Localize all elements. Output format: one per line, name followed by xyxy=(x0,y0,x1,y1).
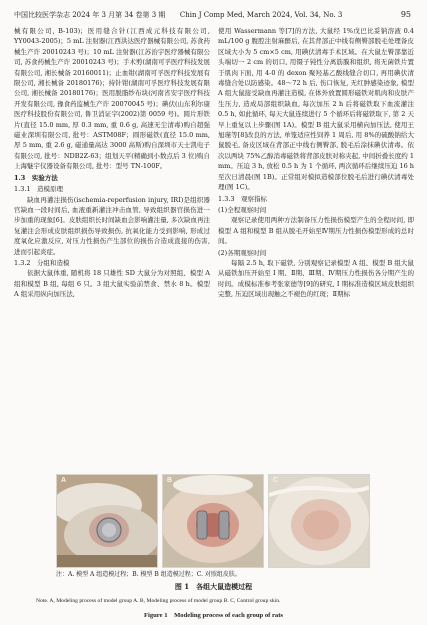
figure-panel-c xyxy=(268,474,370,568)
figure-note-cn: 注：A. 模型 A 组造模过程；B. 模型 B 组造模过程；C. 对照组皮肤。 xyxy=(56,571,241,578)
figure-caption-en: Figure 1 Modeling process of each group of rats xyxy=(143,612,283,619)
subheading-stage-time: (2)各期观察时间 xyxy=(218,248,267,257)
materials-paragraph: 械有限公司, B-103)；医用缝合针(江西成元科技有限公司, YY0043-2005)；5 mL 注射器(江西洪达医疗器械有限公司, 苏食药械生产许 20010243 号)；10 mL 注射器(江苏治宇医疗器械有限公司, 苏食药械生产许 20010243 号)；手术剪(湖南可孚医疗科技发展有限公司, 湘长械备 20160011)；止血钳(湖南可孚医疗科技发展有限公司, 湘长械备 20180176)；持针钳(湖南可孚医疗科技发展有限公司, 湘长械备 20180176)；医用脱脂纱布块(河南省安宇医疗科技开发有限公司, 豫食药监械生产许 20070045 号)；碘伏(山东利尔康医疗科技股份有限公司, 鲁卫消证字(2002)第 0059 号)。圆片形铁片(直径 15.0 mm, 厚 0.3 mm, 重 0.6 g, 高速无尘清毒)购自超强磁业深圳有限公司, 批号：ASTM08F；圆形磁铁(直径 15.0 mm, 厚 5 mm, 重 2.6 g, 磁通量高达 3000 高斯)购自深圳市天士凯电子有限公司, 批号：NDB2Z-63；组划天平(精确到小数点后 3 位)购自上海魅宇仪器设备有限公司, 批号：型号 TN-100F。 xyxy=(14,27,210,171)
subsection-heading-grouping: 1.3.2 分组和造模 xyxy=(14,258,70,267)
panel-label-c: C xyxy=(273,477,279,484)
subsection-heading-principle: 1.3.1 造模原理 xyxy=(14,185,64,194)
journal-title-cn: 中国比较医学杂志 2024 年 3 月第 34 卷第 3 期 xyxy=(14,11,166,19)
section-heading-methods: 1.3 实验方法 xyxy=(14,173,58,182)
figure-panel-a xyxy=(56,474,158,568)
running-header xyxy=(14,9,411,21)
subsection-heading-observation: 1.3.3 观察指标 xyxy=(218,194,268,203)
grouping-paragraph: 依据大鼠体重, 随机将 18 只雄性 SD 大鼠分为对照组、模型 A 组和模型 B 组, 每组 6 只。3 组大鼠实验前禁食、禁水 8 h。模型 A 组采用纵向加压法, xyxy=(14,269,210,299)
right-column xyxy=(218,26,414,300)
left-column xyxy=(14,26,210,300)
journal-title-en: Chin J Comp Med, March 2024, Vol. 34, No. 3 xyxy=(179,11,343,19)
rat-skin-fold-photo xyxy=(163,475,263,567)
page-number: 95 xyxy=(400,10,411,19)
total-time-paragraph: 观察记录使用两种方法制备压力性损伤模型产生的全程时间, 即模型 A 组和模型 B 组从脱毛开始至Ⅳ期压力性损伤模型形成的总时间。 xyxy=(218,216,414,246)
stage-time-paragraph: 每隔 2.5 h, 取下磁铁, 分别观察记录模型 A 组、模型 B 组大鼠从磁铁加压开始至 I 期、Ⅱ期、Ⅲ期、Ⅳ期压力性损伤各分期产生的时间。成模标准参考张家德等[9]的研究, I 期标准造模区域皮肤组织完整, 压迫区域出现触之不褪色的红斑；Ⅱ期标 xyxy=(218,258,414,299)
figure-note-en: Note. A, Modeling process of model group A. B, Modeling process of model group B. C, Control group skin. xyxy=(36,598,281,604)
control-skin-photo xyxy=(269,475,369,567)
principle-paragraph: 缺血再灌注损伤(ischemia-reperfusion injury, IRI)是组织器官缺血一段时间后, 血液重新灌注冲击血管, 导致组织器官损伤进一步加重的现象[6]。皮肤组织长时间缺血会影响灌注量, 多次缺血再注复灌注会形成皮肤组织损伤导致损伤, 抗氧化能力受到影响, 形成过度氧化应激反应, 对压力性损伤产生部位的损伤合造成直接的伤害, 进而引起炎症。 xyxy=(14,195,210,256)
figure-1-panels xyxy=(56,474,372,566)
figure-panel-b xyxy=(162,474,264,568)
modeling-paragraph: 使用 Wassermann 等[7]的方法, 大鼠经 1%戊巴比妥钠溶液 0.4 mL/100 g 腹腔注射麻醉后, 在其背部正中线有侧臀部脱毛处理备皮区域大小为 5 cm×5 cm, 用碘伏清毒手术区域。在大鼠左臀部靠近头端切一 2 cm 的切口, 用镊子钝性分离筋膜和组织, 将无菌铁片置于肌肉下面, 用 4-0 的 dexon 聚羟基乙酸线缝合切口, 再用碘伏清毒缝合处以防感染。48～72 h 后, 伤口恢复, 无红肿感染迹象, 模型 A 组大鼠接受缺血再灌注造模, 在体外放置圆形磁铁对肌肉和皮肤产生压力, 造成局部组织缺血, 每次加压 2 h 后将磁铁取下血流灌注 0.5 h, 如此循环, 每天大鼠连续进行 5 个循环后将磁铁取下, 第 2 天早上重复以上步骤(图 1A)。模型 B 组大鼠采用横向加压法, 使用王旭瑾等[8]改良的方法, 单笼适应性饲养 1 周后, 用 8%的硫酸钠给大鼠脱毛, 备皮区域在背部正中线右侧臀部, 脱毛后涂抹碘伏清毒。依次以两块 75%乙醇消毒磁铁将背部皮肤对称夹起, 中间折叠长度约 1 mm。压迫 3 h, 放松 0.5 h 为 1 个循环, 两次循环后继续压迫 16 h 至次日清晨(图 1B)。正常组对模拟造模部位脱毛后进行碘伏清毒处理(图 1C)。 xyxy=(218,27,414,192)
panel-label-a: A xyxy=(61,477,67,484)
figure-caption-cn: 图 1 各组大鼠造模过程 xyxy=(174,582,253,591)
rat-with-magnet-photo xyxy=(57,475,157,567)
subheading-total-time: (1)全程观察时间 xyxy=(218,205,267,214)
panel-label-b: B xyxy=(167,477,173,484)
